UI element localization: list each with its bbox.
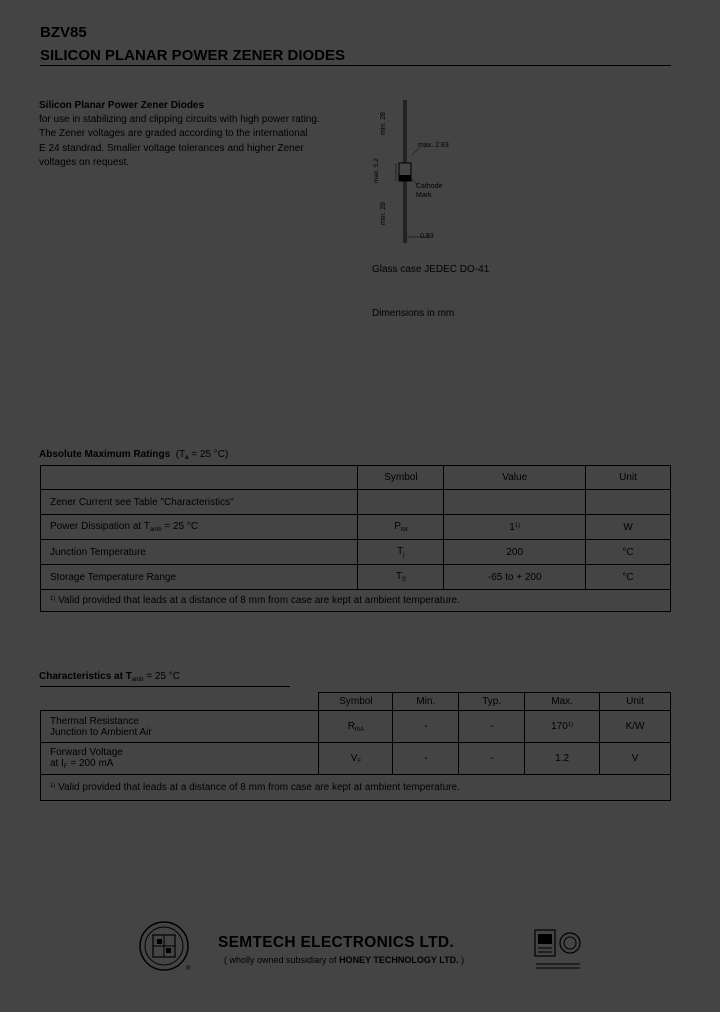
header-symbol: Symbol [319, 693, 393, 711]
table-row [41, 490, 671, 515]
footnote: $^{1)}$ Valid provided that leads at a distance of 8 mm from case are kept at ambient temperature. [41, 775, 671, 801]
subsidiary-note: ( wholly owned subsidiary of HONEY TECHNOLOGY LTD. ) [224, 955, 465, 965]
page-title: SILICON PLANAR POWER ZENER DIODES [40, 47, 346, 64]
param-cell: Zener Current see Table "Characteristics" [41, 490, 358, 515]
table-row [41, 743, 671, 775]
table-row [41, 540, 671, 565]
header-typ: Typ. [459, 693, 525, 711]
unit-cell: V [600, 743, 671, 775]
part-number: BZV85 [40, 24, 87, 41]
min-cell: - [393, 743, 459, 775]
description-heading: Silicon Planar Power Zener Diodes [39, 100, 205, 111]
mark-label: Mark [416, 192, 432, 199]
table-row [41, 711, 671, 743]
header-value: Value [444, 466, 586, 490]
max-cell: 1.2 [525, 743, 600, 775]
dim-bottom-label: min. 28 [380, 202, 387, 225]
registered-mark: ® [186, 966, 191, 972]
company-name: SEMTECH ELECTRONICS LTD. [218, 934, 454, 951]
footnote-row [41, 775, 671, 801]
diode-outline-drawing [360, 95, 470, 255]
unit-cell: K/W [600, 711, 671, 743]
table-header-row [41, 693, 671, 711]
unit-cell: °C [586, 565, 671, 590]
symbol-cell: $P_{tot}$ [358, 515, 444, 540]
title-rule [40, 65, 671, 66]
value-cell: 1$^{1)}$ [444, 515, 586, 540]
max-cell: 170$^{1)}$ [525, 711, 600, 743]
symbol-cell: $V_F$ [319, 743, 393, 775]
dim-diameter-label: max. 2.83 [418, 142, 449, 149]
table-row [41, 565, 671, 590]
header-min: Min. [393, 693, 459, 711]
unit-cell: W [586, 515, 671, 540]
header-unit: Unit [600, 693, 671, 711]
footnote: $^{1)}$ Valid provided that leads at a distance of 8 mm from case are kept at ambient temperature. [41, 590, 671, 612]
certification-marks-icon [534, 928, 582, 972]
characteristics-table [40, 692, 671, 801]
typ-cell: - [459, 743, 525, 775]
min-cell: - [393, 711, 459, 743]
abs-max-title: Absolute Maximum Ratings ($T_a = 25$ °C) [39, 449, 229, 461]
dim-top-label: min. 28 [380, 112, 387, 135]
cathode-band [399, 175, 411, 181]
header-symbol: Symbol [358, 466, 444, 490]
characteristics-rule [40, 686, 290, 687]
characteristics-title: Characteristics at $T_{amb} = 25$ °C [39, 671, 181, 683]
description [39, 99, 359, 170]
case-label: Glass case JEDEC DO-41 [372, 264, 490, 275]
typ-cell: - [459, 711, 525, 743]
description-line: The Zener voltages are graded according to the international [39, 128, 308, 140]
symbol-cell: $T_S$ [358, 565, 444, 590]
table-header-row [41, 466, 671, 490]
dim-wire-label: 0.83 [420, 233, 434, 240]
param-cell: Junction Temperature [41, 540, 358, 565]
description-line: voltages on request. [39, 156, 130, 168]
param-cell: Power Dissipation at $T_{amb} = 25$ °C [41, 515, 358, 540]
abs-max-table [40, 465, 671, 612]
param-cell: Forward Voltage at $I_F = 200$ mA [41, 743, 319, 775]
symbol-cell: $T_j$ [358, 540, 444, 565]
dim-body-label: max. 5.2 [373, 158, 380, 183]
description-line: E 24 standrad. Smaller voltage tolerances and higher Zener [39, 142, 304, 154]
param-cell: Storage Temperature Range [41, 565, 358, 590]
table-row [41, 515, 671, 540]
description-line: for use in stabilizing and clipping circuits with high power rating. [39, 114, 320, 126]
header-unit: Unit [586, 466, 671, 490]
footnote-row [41, 590, 671, 612]
param-cell: Thermal Resistance Junction to Ambient Air [41, 711, 319, 743]
unit-cell: °C [586, 540, 671, 565]
dimensions-label: Dimensions in mm [372, 308, 455, 319]
cathode-label: Cathode [416, 183, 443, 190]
header-max: Max. [525, 693, 600, 711]
value-cell: 200 [444, 540, 586, 565]
symbol-cell: $R_{thA}$ [319, 711, 393, 743]
value-cell: -65 to + 200 [444, 565, 586, 590]
